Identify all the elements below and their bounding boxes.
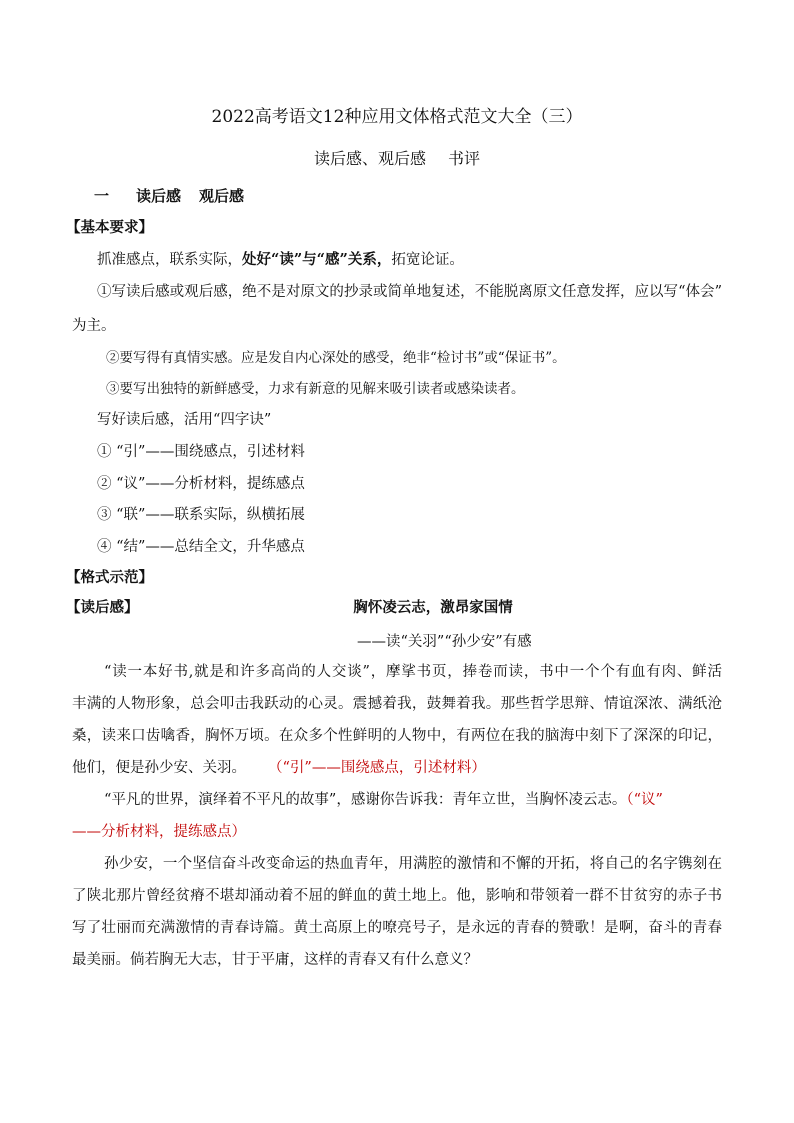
essay-paragraph-1-end <box>72 758 486 778</box>
page-title: 2022高考语文12种应用文体格式范文大全（三） <box>211 107 583 127</box>
basic-requirements-heading: 【基本要求】 <box>66 219 153 236</box>
subtitle-part2: 书评 <box>448 149 481 168</box>
intro-text-2: 拓宽论证。 <box>391 252 464 268</box>
essay-paragraph-1-line: “读一本好书,就是和许多高尚的人交谈”，摩挲书页，捧卷而读，书中一个个有血有肉、鲜活 <box>104 664 722 680</box>
essay-paragraph-2-line <box>104 790 663 810</box>
essay-paragraph-3-line: 了陕北那片曾经贫瘠不堪却涌动着不屈的鲜血的黄土地上。他，影响和带领着一群不甘贫穷的赤子书 <box>72 888 722 904</box>
section-number: 一 <box>94 187 110 205</box>
essay-paragraph-1-line: 桑，读来口齿噙香，胸怀万顷。在众多个性鲜明的人物中，有两位在我的脑海中刻下了深深的印记， <box>72 728 722 744</box>
annotation-yin: （“引”——围绕感点，引述材料） <box>268 760 486 776</box>
intro-text-1: 抓准感点，联系实际， <box>97 252 242 268</box>
page-subtitle <box>0 148 794 170</box>
essay-paragraph-1-line: 丰满的人物形象，总会叩击我跃动的心灵。震撼着我，鼓舞着我。那些哲学思辩、情谊深浓、满纸沧 <box>72 696 722 712</box>
essay-paragraph-3-line: 写了壮丽而充满激情的青春诗篇。黄土高原上的嘹亮号子，是永远的青春的赞歌！是啊，奋斗的青春 <box>72 920 722 936</box>
requirement-1-line-1: ①写读后感或观后感，绝不是对原文的抄录或简单地复述，不能脱离原文任意发挥，应以写“体会” <box>97 284 722 300</box>
essay-paragraph-3-line: 最美丽。倘若胸无大志，甘于平庸，这样的青春又有什么意义？ <box>72 952 478 968</box>
format-example-heading: 【格式示范】 <box>66 569 153 586</box>
essay-paragraph-2-text: “平凡的世界，演绎着不平凡的故事”，感谢你告诉我：青年立世，当胸怀凌云志。 <box>104 792 627 808</box>
essay-paragraph-3-line: 孙少安，一个坚信奋斗改变命运的热血青年，用满腔的激情和不懈的开拓，将自己的名字镌刻在 <box>104 856 722 872</box>
annotation-yi-end: ——分析材料，提练感点） <box>72 824 246 840</box>
requirement-2: ②要写得有真情实感。应是发自内心深处的感受，绝非“检讨书”或“保证书”。 <box>106 350 566 366</box>
four-char-item: ④ “结”——总结全文，升华感点 <box>97 539 305 555</box>
section-name-2: 观后感 <box>199 187 245 205</box>
four-char-item: ③ “联”——联系实际，纵横拓展 <box>97 507 305 523</box>
section-heading <box>94 186 244 206</box>
reading-reflection-label: 【读后感】 <box>66 599 139 616</box>
essay-subtitle: ——读“关羽”“孙少安”有感 <box>357 634 532 650</box>
intro-bold-text: 处好“读”与“感”关系， <box>242 251 392 268</box>
requirement-1-line-2: 为主。 <box>72 318 116 334</box>
four-char-item: ① “引”——围绕感点，引述材料 <box>97 444 305 460</box>
four-char-intro: 写好读后感，活用“四字诀” <box>97 412 272 428</box>
subtitle-part1: 读后感、观后感 <box>313 149 426 168</box>
four-char-item: ② “议”——分析材料，提练感点 <box>97 476 305 492</box>
annotation-yi-start: （“议” <box>626 792 663 808</box>
essay-title: 胸怀凌云志，激昂家国情 <box>353 599 513 616</box>
requirement-3: ③要写出独特的新鲜感受，力求有新意的见解来吸引读者或感染读者。 <box>106 381 525 397</box>
section-name-1: 读后感 <box>136 187 182 205</box>
essay-paragraph-1-line: 他们，便是孙少安、关羽。 <box>72 760 246 776</box>
basic-intro <box>97 250 464 270</box>
